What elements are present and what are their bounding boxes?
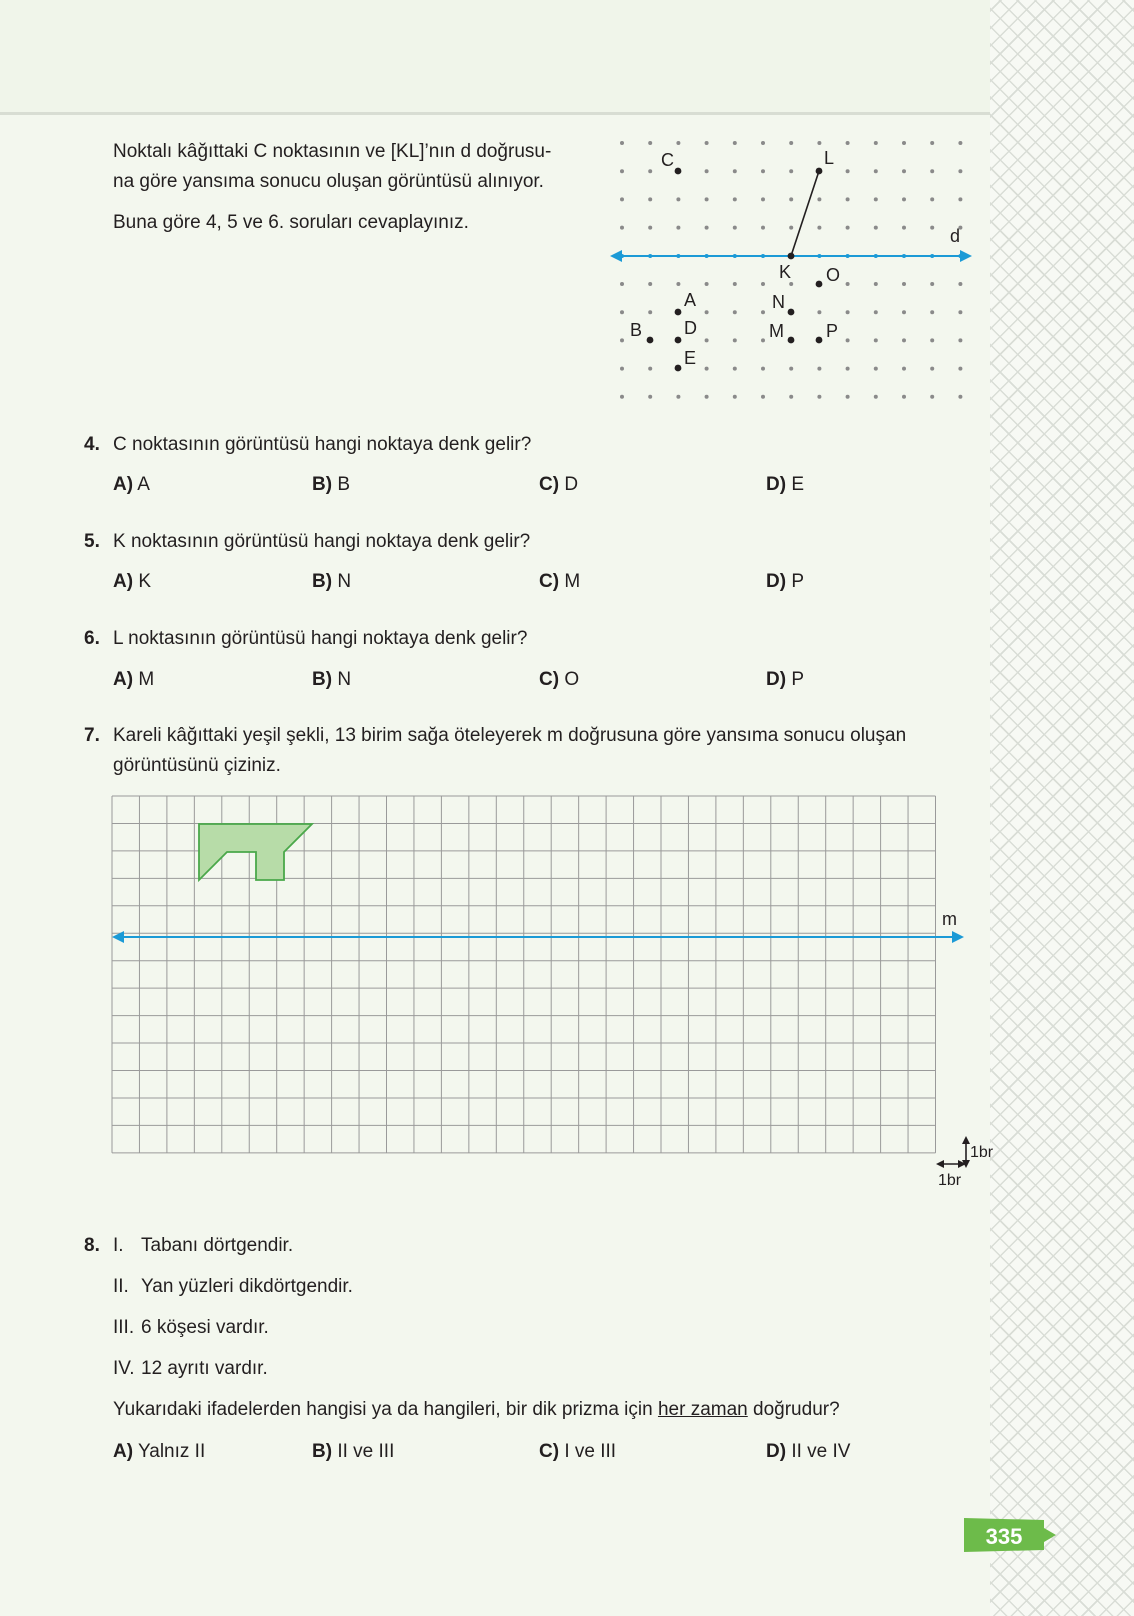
grid-dot bbox=[846, 226, 850, 230]
grid-dot bbox=[733, 395, 737, 399]
grid-dot bbox=[789, 169, 793, 173]
grid-dot bbox=[789, 197, 793, 201]
option-letter: D) bbox=[766, 669, 787, 690]
option-value: II ve IV bbox=[791, 1441, 851, 1462]
grid-dot bbox=[705, 395, 709, 399]
grid-dot bbox=[648, 395, 652, 399]
grid-dot bbox=[648, 367, 652, 371]
grid-dot bbox=[705, 226, 709, 230]
grid-dot bbox=[930, 310, 934, 314]
q8-statement-4: 12 ayrıtı vardır. bbox=[141, 1358, 268, 1379]
segment-kl bbox=[791, 171, 819, 256]
option-letter: D) bbox=[766, 474, 787, 495]
grid-dot bbox=[789, 282, 793, 286]
grid-dot bbox=[874, 367, 878, 371]
grid-dot bbox=[620, 226, 624, 230]
q8-roman-3: III. bbox=[113, 1317, 135, 1338]
grid-dot bbox=[958, 169, 962, 173]
grid-dot bbox=[620, 197, 624, 201]
grid-dot bbox=[761, 367, 765, 371]
unit-label-vertical: 1br bbox=[970, 1144, 994, 1161]
q8-question-part: doğrudur? bbox=[747, 1399, 840, 1420]
q6-option-a[interactable] bbox=[113, 665, 154, 695]
q4-option-a[interactable] bbox=[113, 470, 150, 500]
grid-dot bbox=[705, 169, 709, 173]
green-shape bbox=[199, 824, 312, 880]
grid-dot bbox=[930, 226, 934, 230]
option-value: P bbox=[791, 669, 805, 690]
grid-dot bbox=[930, 282, 934, 286]
grid-dot bbox=[958, 395, 962, 399]
grid-dot bbox=[761, 197, 765, 201]
option-value: P bbox=[791, 571, 805, 592]
grid-dot bbox=[874, 310, 878, 314]
q8-statement-1: Tabanı dörtgendir. bbox=[141, 1235, 294, 1256]
grid-dot bbox=[958, 367, 962, 371]
grid-dot bbox=[930, 169, 934, 173]
option-letter: A) bbox=[113, 474, 134, 495]
point-k bbox=[788, 253, 795, 260]
point-e bbox=[675, 365, 682, 372]
q8-number: 8. bbox=[84, 1235, 100, 1256]
label-m: m bbox=[942, 909, 957, 929]
label-d-point: D bbox=[684, 318, 697, 338]
option-letter: B) bbox=[312, 1441, 333, 1462]
grid-dot bbox=[733, 310, 737, 314]
grid-dot bbox=[874, 197, 878, 201]
grid-dot bbox=[958, 338, 962, 342]
grid-dot bbox=[930, 141, 934, 145]
grid-dot bbox=[733, 367, 737, 371]
grid-dot bbox=[789, 395, 793, 399]
grid-dot bbox=[761, 310, 765, 314]
grid-dot bbox=[761, 226, 765, 230]
option-letter: A) bbox=[113, 1441, 134, 1462]
option-value: D bbox=[564, 474, 579, 495]
arrow-left-icon bbox=[610, 250, 622, 262]
intro-line-1: Noktalı kâğıttaki C noktasının ve [KL]’nın d doğrusu- bbox=[113, 141, 552, 162]
q5-option-d[interactable] bbox=[766, 567, 804, 597]
grid-dot bbox=[902, 226, 906, 230]
grid-dot bbox=[705, 141, 709, 145]
option-value: K bbox=[138, 571, 152, 592]
grid-dot bbox=[874, 226, 878, 230]
grid-dot bbox=[846, 310, 850, 314]
grid-dot bbox=[902, 310, 906, 314]
grid-dot bbox=[846, 169, 850, 173]
point-m bbox=[788, 337, 795, 344]
grid-dot bbox=[817, 395, 821, 399]
grid-dot bbox=[676, 141, 680, 145]
grid-dot bbox=[733, 282, 737, 286]
grid-dot bbox=[817, 141, 821, 145]
q8-question bbox=[113, 1395, 840, 1425]
grid-dot bbox=[789, 141, 793, 145]
grid-dot bbox=[958, 310, 962, 314]
grid-dot bbox=[874, 338, 878, 342]
grid-dot bbox=[817, 197, 821, 201]
grid-dot bbox=[846, 395, 850, 399]
option-value: O bbox=[564, 669, 580, 690]
label-a: A bbox=[684, 290, 697, 310]
grid-dot bbox=[676, 226, 680, 230]
grid-dot bbox=[648, 169, 652, 173]
arrow-left-small-icon bbox=[936, 1160, 944, 1168]
q7-line-2: görüntüsünü çiziniz. bbox=[113, 755, 281, 776]
option-letter: C) bbox=[539, 474, 560, 495]
q7-number: 7. bbox=[84, 725, 100, 746]
q6-option-b[interactable] bbox=[312, 665, 351, 695]
label-n: N bbox=[772, 292, 785, 312]
option-value: Yalnız II bbox=[138, 1441, 206, 1462]
label-o: O bbox=[826, 265, 841, 285]
q4-text: C noktasının görüntüsü hangi noktaya denk gelir? bbox=[113, 434, 532, 455]
grid-dot bbox=[620, 310, 624, 314]
point-c bbox=[675, 168, 682, 175]
q6-number: 6. bbox=[84, 628, 100, 649]
option-letter: D) bbox=[766, 571, 787, 592]
option-letter: C) bbox=[539, 571, 560, 592]
grid-dot bbox=[676, 197, 680, 201]
grid-dot bbox=[761, 282, 765, 286]
q4-option-b[interactable] bbox=[312, 470, 350, 500]
option-value: A bbox=[137, 474, 150, 495]
point-b bbox=[647, 337, 654, 344]
decorative-sidebar bbox=[990, 0, 1134, 1616]
arrow-right-icon bbox=[960, 250, 972, 262]
arrow-right-icon bbox=[952, 931, 964, 943]
grid-dot bbox=[958, 141, 962, 145]
grid-dot bbox=[620, 282, 624, 286]
grid-dot bbox=[846, 141, 850, 145]
grid-dot bbox=[902, 169, 906, 173]
square-grid-figure[interactable] bbox=[100, 786, 1000, 1196]
q8-question-underlined: her zaman bbox=[657, 1399, 748, 1420]
intro-line-2: na göre yansıma sonucu oluşan görüntüsü alınıyor. bbox=[113, 171, 544, 192]
option-value: N bbox=[337, 571, 352, 592]
grid-dot bbox=[902, 141, 906, 145]
grid-dot bbox=[733, 169, 737, 173]
grid-dot bbox=[705, 197, 709, 201]
grid-dot bbox=[817, 310, 821, 314]
q8-option-d[interactable] bbox=[766, 1437, 850, 1467]
grid-dot bbox=[846, 338, 850, 342]
grid-dot bbox=[620, 338, 624, 342]
option-value: M bbox=[138, 669, 155, 690]
point-n bbox=[788, 309, 795, 316]
q6-option-c[interactable] bbox=[539, 665, 579, 695]
grid-dot bbox=[733, 226, 737, 230]
point-o bbox=[816, 281, 823, 288]
q5-option-c[interactable] bbox=[539, 567, 580, 597]
grid-dot bbox=[648, 226, 652, 230]
grid-dot bbox=[846, 197, 850, 201]
grid-dot bbox=[761, 395, 765, 399]
option-letter: D) bbox=[766, 1441, 787, 1462]
q5-option-a[interactable] bbox=[113, 567, 151, 597]
grid-dot bbox=[874, 169, 878, 173]
q5-text: K noktasının görüntüsü hangi noktaya denk gelir? bbox=[113, 531, 531, 552]
grid-dot bbox=[902, 395, 906, 399]
grid-dot bbox=[676, 282, 680, 286]
unit-label-horizontal: 1br bbox=[938, 1172, 962, 1189]
grid-dot bbox=[958, 282, 962, 286]
option-letter: A) bbox=[113, 571, 134, 592]
q4-option-d[interactable] bbox=[766, 470, 804, 500]
q4-number: 4. bbox=[84, 434, 100, 455]
label-c: C bbox=[661, 150, 674, 170]
option-letter: B) bbox=[312, 474, 333, 495]
q8-option-c[interactable] bbox=[539, 1437, 616, 1467]
label-m: M bbox=[769, 321, 784, 341]
grid-dot bbox=[930, 395, 934, 399]
option-value: E bbox=[791, 474, 805, 495]
grid-dot bbox=[648, 197, 652, 201]
grid-dot bbox=[620, 367, 624, 371]
grid-dot bbox=[874, 141, 878, 145]
grid-dot bbox=[648, 310, 652, 314]
label-b: B bbox=[630, 320, 643, 340]
option-value: II ve III bbox=[337, 1441, 395, 1462]
grid-dot bbox=[874, 395, 878, 399]
grid-dot bbox=[902, 282, 906, 286]
point-a bbox=[675, 309, 682, 316]
grid-dot bbox=[817, 226, 821, 230]
grid-dot bbox=[930, 197, 934, 201]
option-value: N bbox=[337, 669, 352, 690]
q8-statement-2: Yan yüzleri dikdörtgendir. bbox=[141, 1276, 353, 1297]
option-letter: B) bbox=[312, 571, 333, 592]
grid-dot bbox=[705, 367, 709, 371]
q8-roman-1: I. bbox=[113, 1235, 124, 1256]
q8-option-b[interactable] bbox=[312, 1437, 394, 1467]
q4-option-c[interactable] bbox=[539, 470, 578, 500]
grid-dot bbox=[902, 338, 906, 342]
grid-dot bbox=[648, 282, 652, 286]
grid-dot bbox=[958, 197, 962, 201]
grid-dot bbox=[676, 395, 680, 399]
q8-statement-3: 6 köşesi vardır. bbox=[141, 1317, 269, 1338]
grid-dot bbox=[846, 367, 850, 371]
grid-dot bbox=[705, 282, 709, 286]
grid-dot bbox=[733, 141, 737, 145]
option-value: I ve III bbox=[564, 1441, 617, 1462]
option-letter: B) bbox=[312, 669, 333, 690]
grid-dot bbox=[620, 169, 624, 173]
grid-dot bbox=[761, 169, 765, 173]
point-l bbox=[816, 168, 823, 175]
grid-dot bbox=[761, 338, 765, 342]
grid-dot bbox=[733, 338, 737, 342]
grid-dot bbox=[789, 367, 793, 371]
grid-dot bbox=[902, 197, 906, 201]
option-letter: C) bbox=[539, 1441, 560, 1462]
q8-question-part: Yukarıdaki ifadelerden hangisi ya da hangileri, bir dik prizma için bbox=[113, 1399, 658, 1420]
option-value: M bbox=[564, 571, 581, 592]
grid-dot bbox=[705, 338, 709, 342]
dot-paper-figure bbox=[608, 128, 978, 414]
grid-dot bbox=[846, 282, 850, 286]
option-letter: C) bbox=[539, 669, 560, 690]
grid-dot bbox=[930, 367, 934, 371]
q8-roman-4: IV. bbox=[113, 1358, 135, 1379]
grid-dot bbox=[761, 141, 765, 145]
grid-dot bbox=[620, 141, 624, 145]
label-l: L bbox=[824, 148, 835, 168]
intro-line-3: Buna göre 4, 5 ve 6. soruları cevaplayınız. bbox=[113, 212, 469, 233]
q8-option-a[interactable] bbox=[113, 1437, 205, 1467]
q8-roman-2: II. bbox=[113, 1276, 129, 1297]
top-band bbox=[0, 0, 990, 115]
point-p bbox=[816, 337, 823, 344]
page-number-badge bbox=[964, 1516, 1056, 1554]
q5-number: 5. bbox=[84, 531, 100, 552]
grid-dot bbox=[902, 367, 906, 371]
grid-dot bbox=[930, 338, 934, 342]
label-d-line: d bbox=[950, 226, 961, 246]
q6-text: L noktasının görüntüsü hangi noktaya denk gelir? bbox=[113, 628, 528, 649]
grid-dot bbox=[874, 282, 878, 286]
label-k: K bbox=[779, 262, 792, 282]
q5-option-b[interactable] bbox=[312, 567, 351, 597]
grid-dot bbox=[789, 226, 793, 230]
grid-dot bbox=[817, 367, 821, 371]
grid-dot bbox=[705, 310, 709, 314]
grid-dot bbox=[620, 395, 624, 399]
q7-line-1: Kareli kâğıttaki yeşil şekli, 13 birim sağa öteleyerek m doğrusuna göre yansıma sonucu oluşan bbox=[113, 725, 907, 746]
option-letter: A) bbox=[113, 669, 134, 690]
arrow-up-icon bbox=[962, 1136, 970, 1144]
grid-dot bbox=[648, 141, 652, 145]
label-p: P bbox=[826, 321, 839, 341]
point-d bbox=[675, 337, 682, 344]
grid-dot bbox=[733, 197, 737, 201]
q6-option-d[interactable] bbox=[766, 665, 804, 695]
page-number: 335 bbox=[985, 1524, 1023, 1549]
label-e: E bbox=[684, 348, 697, 368]
option-value: B bbox=[337, 474, 351, 495]
